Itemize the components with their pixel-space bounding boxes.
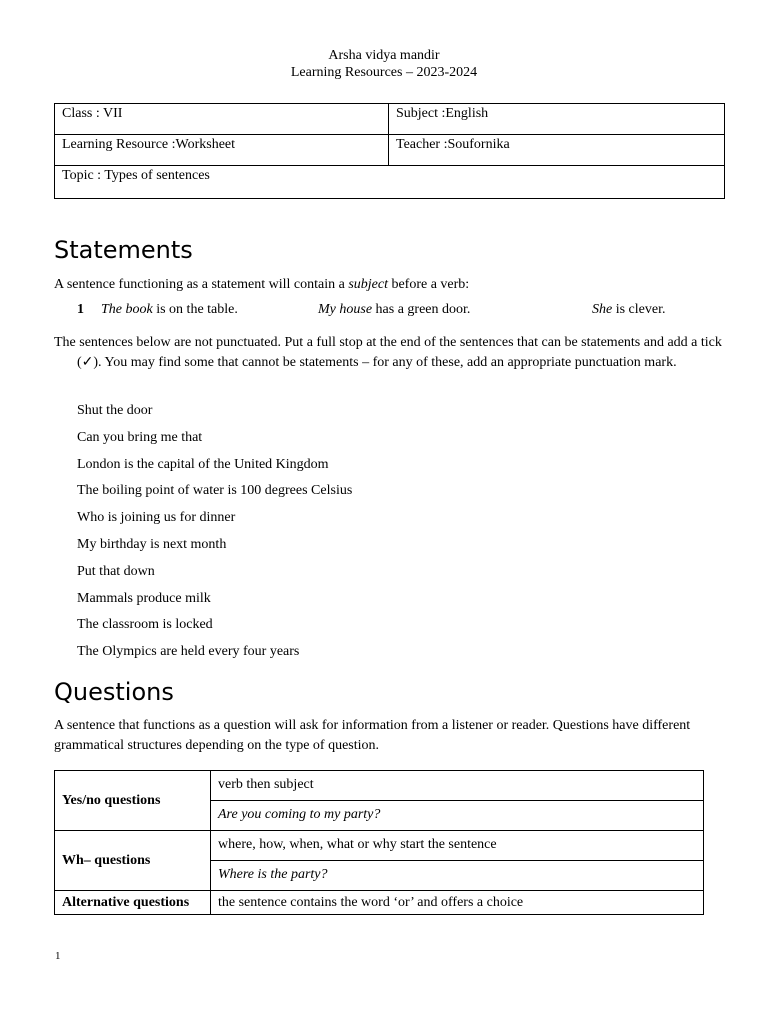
list-item: The classroom is locked [77,617,213,633]
rule-cell: the sentence contains the word ‘or’ and offers a choice [211,891,704,915]
example-1-rest: is on the table. [152,302,238,317]
list-item: London is the capital of the United Kingdom [77,456,329,472]
list-item: Who is joining us for dinner [77,510,236,526]
list-item: Shut the door [77,403,153,418]
question-types-table [54,770,704,915]
example-2-rest: has a green door. [372,302,471,317]
list-item: Put that down [77,563,155,579]
sentence-list [77,401,352,669]
example-cell: Are you coming to my party? [211,801,704,831]
list-item: My birthday is next month [77,536,227,552]
example-2-subject: My house [318,302,373,317]
statements-instructions: The sentences below are not punctuated. Put a full stop at the end of the sentences that can be statements and add a tick (✓). You may find some that cannot be statements – for any of these, add an appropriate punctuation mark. [54,335,722,370]
table-row-label: Wh– questions [55,831,211,891]
learning-resources-year: Learning Resources – 2023-2024 [290,65,478,80]
table-row-label: Alternative questions [55,891,211,915]
example-number: 1 [77,302,84,317]
topic-cell: Topic : Types of sentences [55,166,725,199]
intro-text-pre: A sentence functioning as a statement will contain a [54,277,349,292]
example-row [77,301,697,319]
example-3-rest: is clever. [612,302,666,317]
intro-emphasis: subject [348,277,388,292]
list-item: Can you bring me that [77,429,203,445]
subject-cell: Subject :English [389,104,725,135]
example-2 [318,301,470,319]
resource-cell: Learning Resource :Worksheet [55,135,389,166]
table-row-label: Yes/no questions [55,771,211,831]
intro-text-post: before a verb: [387,277,470,292]
list-item: The Olympics are held every four years [77,644,300,660]
questions-heading: Questions [54,678,174,706]
page-number: 1 [55,950,61,962]
questions-intro: A sentence that functions as a question will ask for information from a listener or reader. Questions have different grammatical structures depending on the type of question. [54,718,691,753]
school-name: Arsha vidya mandir [328,48,440,63]
example-3-subject: She [592,302,613,317]
example-1 [101,301,238,319]
list-item: Mammals produce milk [77,590,211,606]
rule-cell: verb then subject [211,771,704,801]
example-3 [592,301,665,319]
example-cell: Where is the party? [211,861,704,891]
teacher-cell: Teacher :Soufornika [389,135,725,166]
class-cell: Class : VII [55,104,389,135]
example-1-subject: The book [101,302,153,317]
statements-heading: Statements [54,236,193,264]
info-table [54,103,725,199]
rule-cell: where, how, when, what or why start the sentence [211,831,704,861]
list-item: The boiling point of water is 100 degrees Celsius [77,483,353,499]
statements-intro [54,275,714,295]
